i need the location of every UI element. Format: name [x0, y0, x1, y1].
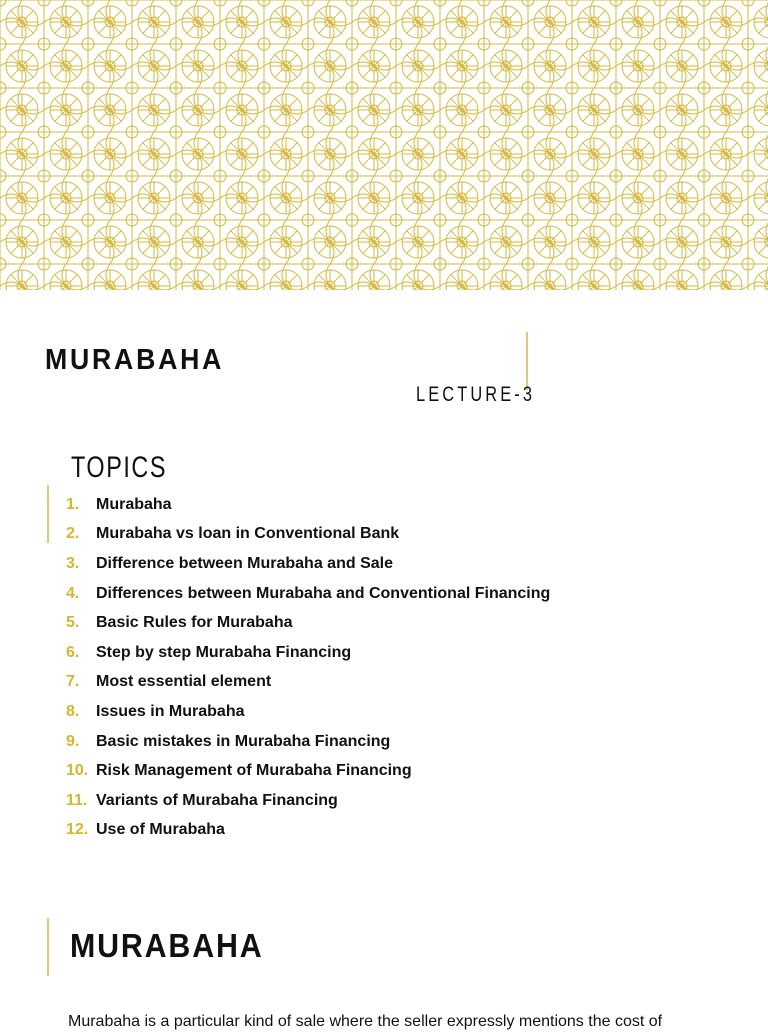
- topic-item: [66, 490, 550, 520]
- geometric-floral-pattern-icon: [0, 0, 768, 290]
- topic-label: Basic Rules for Murabaha: [96, 614, 293, 632]
- topic-item: [66, 816, 550, 846]
- topic-item: [66, 668, 550, 698]
- topic-item: [66, 520, 550, 550]
- topic-label: Differences between Murabaha and Conventional Financing: [96, 584, 551, 602]
- topics-divider: [47, 485, 49, 543]
- section-divider: [47, 918, 49, 976]
- section-title: MURABAHA: [70, 927, 264, 964]
- topic-number: 9.: [66, 732, 80, 750]
- topic-label: Murabaha vs loan in Conventional Bank: [96, 525, 400, 543]
- topic-label: Most essential element: [96, 673, 272, 691]
- topic-label: Murabaha: [96, 495, 172, 513]
- topic-number: 8.: [66, 702, 80, 720]
- topic-item: [66, 756, 550, 786]
- topic-number: 11.: [66, 791, 88, 809]
- topic-item: [66, 727, 550, 757]
- topic-item: [66, 786, 550, 816]
- topic-label: Use of Murabaha: [96, 821, 225, 839]
- topic-label: Step by step Murabaha Financing: [96, 643, 352, 661]
- topic-label: Difference between Murabaha and Sale: [96, 554, 393, 572]
- header-title: MURABAHA: [45, 344, 225, 376]
- topic-number: 7.: [66, 673, 80, 691]
- geometric-pattern-banner: [0, 0, 768, 290]
- topic-label: Basic mistakes in Murabaha Financing: [96, 732, 391, 750]
- topic-number: 6.: [66, 643, 80, 661]
- topic-label: Issues in Murabaha: [96, 702, 245, 720]
- topic-label: Risk Management of Murabaha Financing: [96, 762, 412, 780]
- section-body-text: Murabaha is a particular kind of sale where the seller expressly mentions the cost of: [68, 1013, 663, 1030]
- topic-label: Variants of Murabaha Financing: [96, 791, 338, 809]
- topics-list: [66, 490, 550, 845]
- topic-item: [66, 579, 550, 609]
- topic-number: 2.: [66, 525, 80, 543]
- topic-number: 1.: [66, 495, 80, 513]
- topic-item: [66, 697, 550, 727]
- topic-number: 12.: [66, 821, 89, 839]
- topics-title: TOPICS: [71, 451, 168, 484]
- header-divider: [526, 332, 528, 390]
- topic-number: 5.: [66, 614, 80, 632]
- topic-item: [66, 638, 550, 668]
- topic-item: [66, 608, 550, 638]
- topic-number: 10.: [66, 762, 89, 780]
- topic-number: 3.: [66, 554, 80, 572]
- lecture-subtitle: LECTURE-3: [416, 383, 536, 406]
- topic-item: [66, 549, 550, 579]
- topic-number: 4.: [66, 584, 80, 602]
